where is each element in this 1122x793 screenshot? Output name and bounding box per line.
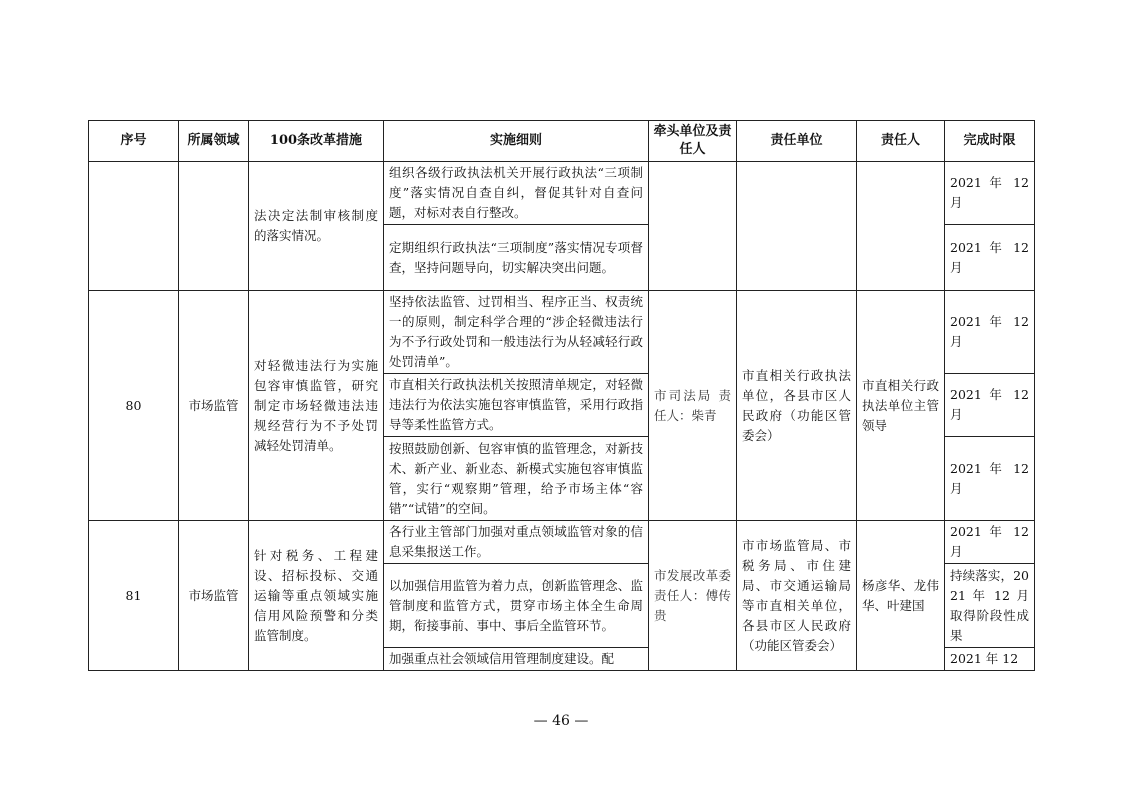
header-measure: 100条改革措施 <box>249 121 384 162</box>
reform-measures-table <box>88 120 1035 671</box>
table-header-row <box>89 121 1035 162</box>
header-deadline: 完成时限 <box>945 121 1035 162</box>
detail-cell: 坚持依法监管、过罚相当、程序正当、权责统一的原则，制定科学合理的“涉企轻微违法行为不予行政处罚和一般违法行为从轻减轻行政处罚清单”。 <box>384 291 649 374</box>
person-cell <box>857 162 945 291</box>
measure-cell: 针对税务、工程建设、招标投标、交通运输等重点领域实施信用风险预警和分类监管制度。 <box>249 521 384 671</box>
deadline-cell: 2021 年 12 <box>945 648 1035 671</box>
header-details: 实施细则 <box>384 121 649 162</box>
units-cell: 市市场监管局、市税务局、市住建局、市交通运输局等市直相关单位，各县市区人民政府（功能区管委会） <box>737 521 857 671</box>
table-row <box>89 521 1035 564</box>
seq-cell: 81 <box>89 521 179 671</box>
units-cell <box>737 162 857 291</box>
field-cell: 市场监管 <box>179 521 249 671</box>
seq-cell <box>89 162 179 291</box>
header-lead: 牵头单位及责任人 <box>649 121 737 162</box>
deadline-cell: 2021 年 12 月 <box>945 437 1035 521</box>
measure-cell: 法决定法制审核制度的落实情况。 <box>249 162 384 291</box>
header-seq: 序号 <box>89 121 179 162</box>
deadline-cell: 2021 年 12 月 <box>945 521 1035 564</box>
measure-cell: 对轻微违法行为实施包容审慎监管，研究制定市场轻微违法违规经营行为不予处罚减轻处罚清单。 <box>249 291 384 521</box>
detail-cell: 以加强信用监管为着力点，创新监管理念、监管制度和监管方式，贯穿市场主体全生命周期，衔接事前、事中、事后全监管环节。 <box>384 564 649 648</box>
person-cell: 市直相关行政执法单位主管领导 <box>857 291 945 521</box>
header-person: 责任人 <box>857 121 945 162</box>
field-cell <box>179 162 249 291</box>
table-row <box>89 162 1035 225</box>
detail-cell: 组织各级行政执法机关开展行政执法“三项制度”落实情况自查自纠，督促其针对自查问题，对标对表自行整改。 <box>384 162 649 225</box>
units-cell: 市直相关行政执法单位，各县市区人民政府（功能区管委会） <box>737 291 857 521</box>
table-row <box>89 291 1035 374</box>
detail-cell: 市直相关行政执法机关按照清单规定，对轻微违法行为依法实施包容审慎监管，采用行政指导等柔性监管方式。 <box>384 374 649 437</box>
lead-cell <box>649 162 737 291</box>
deadline-cell: 2021 年 12 月 <box>945 162 1035 225</box>
detail-cell: 按照鼓励创新、包容审慎的监管理念，对新技术、新产业、新业态、新模式实施包容审慎监管，实行“观察期”管理，给予市场主体“容错”“试错”的空间。 <box>384 437 649 521</box>
deadline-cell: 持续落实，2021 年 12 月取得阶段性成果 <box>945 564 1035 648</box>
deadline-cell: 2021 年 12 月 <box>945 225 1035 291</box>
deadline-cell: 2021 年 12 月 <box>945 374 1035 437</box>
detail-cell: 加强重点社会领域信用管理制度建设。配 <box>384 648 649 671</box>
seq-cell: 80 <box>89 291 179 521</box>
detail-cell: 定期组织行政执法“三项制度”落实情况专项督查，坚持问题导向，切实解决突出问题。 <box>384 225 649 291</box>
header-field: 所属领域 <box>179 121 249 162</box>
deadline-cell: 2021 年 12 月 <box>945 291 1035 374</box>
lead-cell: 市司法局 责任人：柴青 <box>649 291 737 521</box>
detail-cell: 各行业主管部门加强对重点领域监管对象的信息采集报送工作。 <box>384 521 649 564</box>
person-cell: 杨彦华、龙伟华、叶建国 <box>857 521 945 671</box>
lead-cell: 市发展改革委 责任人：傅传贵 <box>649 521 737 671</box>
field-cell: 市场监管 <box>179 291 249 521</box>
header-units: 责任单位 <box>737 121 857 162</box>
page-number: — 46 — <box>533 713 589 729</box>
